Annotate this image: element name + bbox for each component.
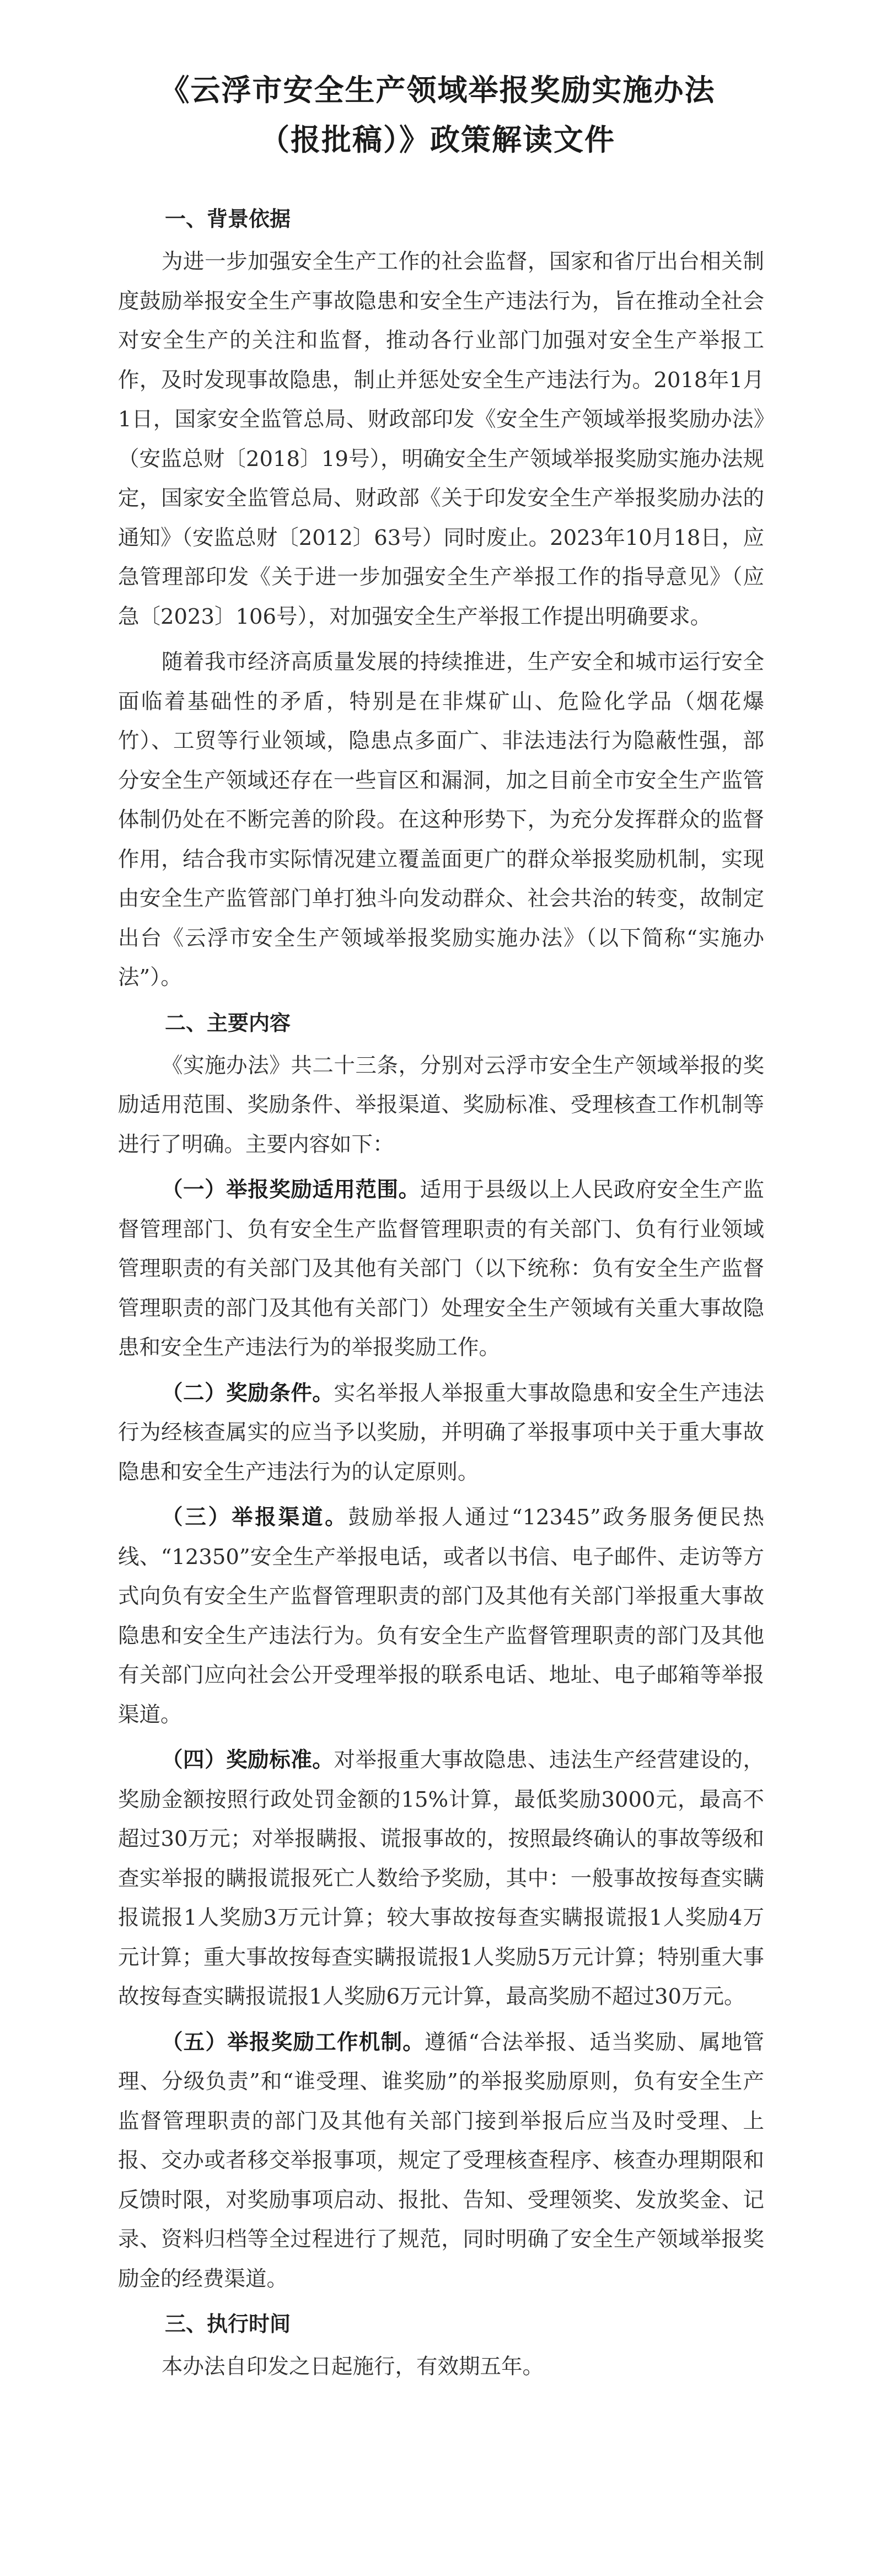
item-scope-lead: （一）举报奖励适用范围。 — [162, 1177, 420, 1202]
background-paragraph-2: 随着我市经济高质量发展的持续推进，生产安全和城市运行安全面临着基础性的矛盾，特别是在非煤矿山、危险化学品（烟花爆竹）、工贸等行业领域，隐患点多面广、非法违法行为隐蔽性强，部分安全生产领域还存在一些盲区和漏洞，加之目前全市安全生产监管体制仍处在不断完善的阶段。在这种形势下，为充分发挥群众的监督作用，结合我市实际情况建立覆盖面更广的群众举报奖励机制，实现由安全生产监管部门单打独斗向发动群众、社会共治的转变，故制定出台《云浮市安全生产领域举报奖励实施办法》（以下简称“实施办法”）。 — [118, 650, 764, 990]
item-channels-lead: （三）举报渠道。 — [162, 1505, 348, 1530]
section-heading-main-content: 二、主要内容 — [165, 1010, 291, 1035]
document-title-line-1: 《云浮市安全生产领域举报奖励实施办法 — [159, 72, 716, 108]
item-mechanism-lead: （五）举报奖励工作机制。 — [162, 2029, 425, 2055]
item-channels — [118, 1498, 764, 1734]
item-mechanism-text: 遵循“合法举报、适当奖励、属地管理、分级负责”和“谁受理、谁奖励”的举报奖励原则，负有安全生产监督管理职责的部门及其他有关部门接到举报后应当及时受理、上报、交办或者移交举报事项，规定了受理核查程序、核查办理期限和反馈时限，对奖励事项启动、报批、告知、受理领奖、发放奖金、记录、资料归档等全过程进行了规范，同时明确了安全生产领域举报奖励金的经费渠道。 — [118, 2029, 764, 2291]
item-conditions — [118, 1374, 764, 1492]
item-scope-text: 适用于县级以上人民政府安全生产监督管理部门、负有安全生产监督管理职责的有关部门、负有行业领域管理职责的有关部门及其他有关部门（以下统称：负有安全生产监督管理职责的部门及其他有关部门）处理安全生产领域有关重大事故隐患和安全生产违法行为的举报奖励工作。 — [118, 1177, 764, 1360]
section-heading-execution: 三、执行时间 — [165, 2312, 291, 2336]
execution-paragraph: 本办法自印发之日起施行，有效期五年。 — [162, 2354, 544, 2379]
main-content-intro: 《实施办法》共二十三条，分别对云浮市安全生产领域举报的奖励适用范围、奖励条件、举报渠道、奖励标准、受理核查工作机制等进行了明确。主要内容如下： — [118, 1053, 764, 1157]
item-standards-lead: （四）奖励标准。 — [162, 1748, 334, 1772]
item-standards-text: 对举报重大事故隐患、违法生产经营建设的，奖励金额按照行政处罚金额的15%计算，最低奖励3000元，最高不超过30万元；对举报瞒报、谎报事故的，按照最终确认的事故等级和查实举报的瞒报谎报死亡人数给予奖励，其中：一般事故按每查实瞒报谎报1人奖励3万元计算；较大事故按每查实瞒报谎报1人奖励4万元计算；重大事故按每查实瞒报谎报1人奖励5万元计算；特别重大事故按每查实瞒报谎报1人奖励6万元计算，最高奖励不超过30万元。 — [118, 1748, 764, 2009]
item-channels-text: 鼓励举报人通过“12345”政务服务便民热线、“12350”安全生产举报电话，或者以书信、电子邮件、走访等方式向负有安全生产监督管理职责的部门及其他有关部门举报重大事故隐患和安全生产违法行为。负有安全生产监督管理职责的部门及其他有关部门应向社会公开受理举报的联系电话、地址、电子邮箱等举报渠道。 — [118, 1505, 764, 1727]
item-standards — [118, 1740, 764, 2017]
item-conditions-text: 实名举报人举报重大事故隐患和安全生产违法行为经核查属实的应当予以奖励，并明确了举报事项中关于重大事故隐患和安全生产违法行为的认定原则。 — [118, 1380, 764, 1485]
document-body — [118, 196, 764, 2387]
item-conditions-lead: （二）奖励条件。 — [162, 1380, 334, 1406]
background-paragraph-1: 为进一步加强安全生产工作的社会监督，国家和省厅出台相关制度鼓励举报安全生产事故隐患和安全生产违法行为，旨在推动全社会对安全生产的关注和监督，推动各行业部门加强对安全生产举报工作，及时发现事故隐患，制止并惩处安全生产违法行为。2018年1月1日，国家安全监管总局、财政部印发《安全生产领域举报奖励办法》（安监总财〔2018〕19号），明确安全生产领域举报奖励实施办法规定，国家安全监管总局、财政部《关于印发安全生产举报奖励办法的通知》（安监总财〔2012〕63号）同时废止。2023年10月18日，应急管理部印发《关于进一步加强安全生产举报工作的指导意见》（应急〔2023〕106号），对加强安全生产举报工作提出明确要求。 — [118, 249, 764, 629]
item-scope — [118, 1170, 764, 1368]
section-heading-background: 一、背景依据 — [165, 207, 291, 231]
document-title-line-2: （报批稿）》政策解读文件 — [260, 122, 615, 157]
item-mechanism — [118, 2023, 764, 2299]
